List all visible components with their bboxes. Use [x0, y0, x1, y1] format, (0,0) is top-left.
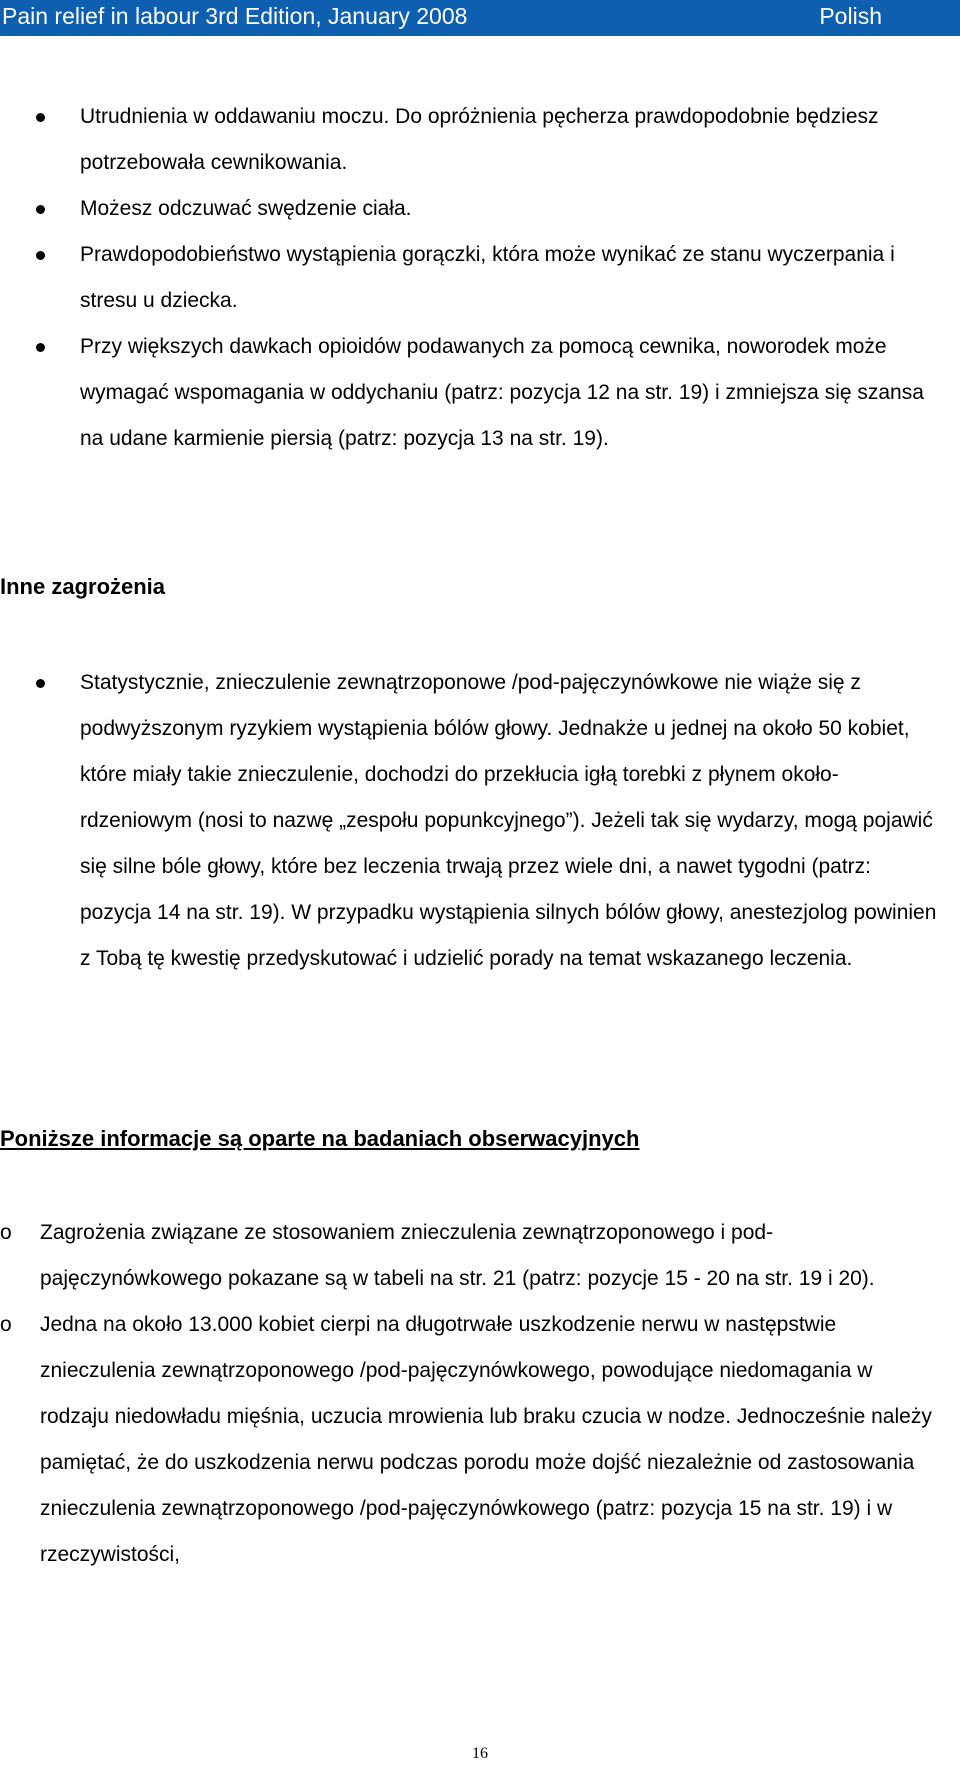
observational-list	[0, 1210, 940, 1578]
list-item	[0, 324, 940, 462]
list-item-text: Statystycznie, znieczulenie zewnątrzoponowe /pod-pajęczynówkowe nie wiąże się z podwyższonym ryzykiem wystąpienia bólów głowy. Jednakże u jednej na około 50 kobiet, które miały takie znieczulenie, dochodzi do przekłucia igłą torebki z płynem około-rdzeniowym (nosi to nazwę „zespołu popunkcyjnego”). Jeżeli tak się wydarzy, mogą pojawić się silne bóle głowy, które bez leczenia trwają przez wiele dni, a nawet tygodni (patrz: pozycja 14 na str. 19). W przypadku wystąpienia silnych bólów głowy, anestezjolog powinien z Tobą tę kwestię przedyskutować i udzielić porady na temat wskazanego leczenia.	[80, 671, 937, 970]
bullet-icon	[36, 205, 45, 214]
section-heading-observational-studies: Poniższe informacje są oparte na badaniach obserwacyjnych	[0, 1126, 640, 1151]
bullet-icon	[36, 113, 45, 122]
list-item-text: Prawdopodobieństwo wystąpienia gorączki, która może wynikać ze stanu wyczerpania i stresu u dziecka.	[80, 243, 895, 312]
page-number: 16	[472, 1745, 488, 1762]
list-marker: o	[0, 1221, 12, 1244]
list-item	[0, 1302, 940, 1578]
list-marker: o	[0, 1313, 12, 1336]
list-item	[0, 1210, 940, 1302]
side-effects-list	[0, 94, 940, 462]
section-heading-other-risks: Inne zagrożenia	[0, 574, 166, 599]
document-title: Pain relief in labour 3rd Edition, January 2008	[2, 3, 468, 29]
list-item-text: Jedna na około 13.000 kobiet cierpi na długotrwałe uszkodzenie nerwu w następstwie znieczulenia zewnątrzoponowego /pod-pajęczynówkowego, powodujące niedomagania w rodzaju niedowładu mięśnia, uczucia mrowienia lub braku czucia w nodze. Jednocześnie należy pamiętać, że do uszkodzenia nerwu podczas porodu może dojść niezależnie od zastosowania znieczulenia zewnątrzoponowego /pod-pajęczynówkowego (patrz: pozycja 15 na str. 19) i w rzeczywistości,	[40, 1313, 932, 1566]
other-risks-list	[0, 660, 940, 982]
list-item	[0, 232, 940, 324]
bullet-icon	[36, 679, 45, 688]
list-item-text: Możesz odczuwać swędzenie ciała.	[80, 197, 412, 220]
language-label: Polish	[819, 3, 882, 29]
bullet-icon	[36, 251, 45, 260]
bullet-icon	[36, 343, 45, 352]
list-item	[0, 660, 940, 982]
list-item-text: Przy większych dawkach opioidów podawanych za pomocą cewnika, noworodek może wymagać wspomagania w oddychaniu (patrz: pozycja 12 na str. 19) i zmniejsza się szansa na udane karmienie piersią (patrz: pozycja 13 na str. 19).	[80, 335, 924, 450]
list-item	[0, 94, 940, 186]
page-header	[0, 0, 960, 36]
list-item	[0, 186, 940, 232]
list-item-text: Zagrożenia związane ze stosowaniem znieczulenia zewnątrzoponowego i pod-pajęczynówkowego pokazane są w tabeli na str. 21 (patrz: pozycje 15 - 20 na str. 19 i 20).	[40, 1221, 875, 1290]
list-item-text: Utrudnienia w oddawaniu moczu. Do opróżnienia pęcherza prawdopodobnie będziesz potrzebowała cewnikowania.	[80, 105, 879, 174]
